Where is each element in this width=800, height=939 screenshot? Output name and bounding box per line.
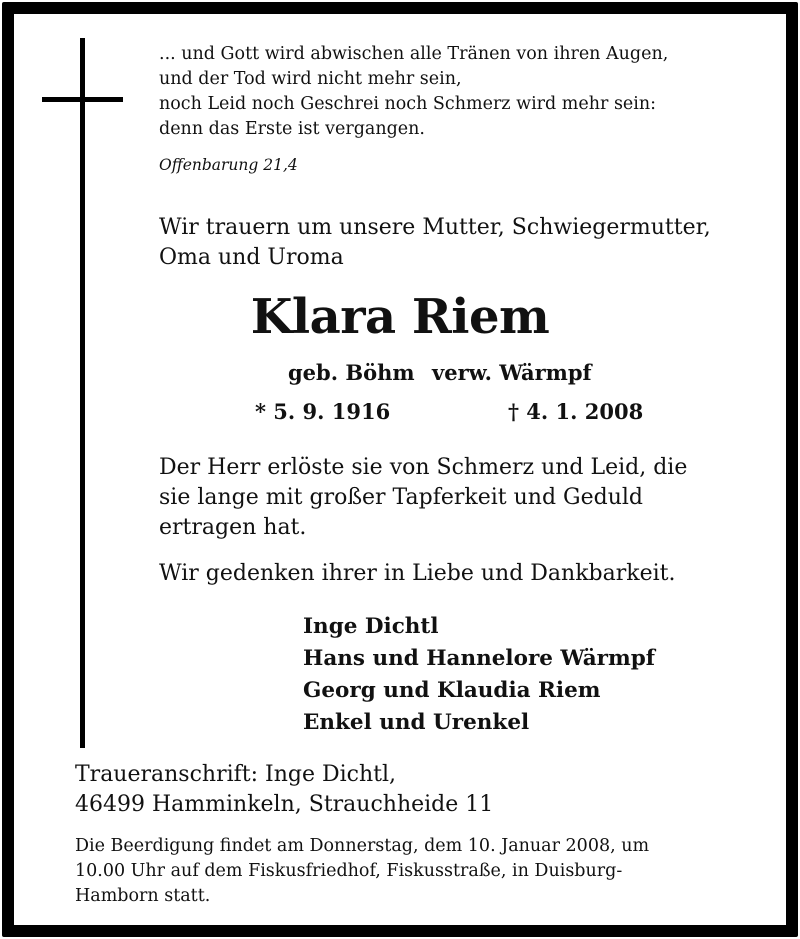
maiden-name: geb. Böhm [288, 360, 415, 385]
bible-verse [159, 42, 668, 142]
intro-line: Oma und Uroma [159, 245, 344, 270]
funeral-notice [75, 834, 713, 909]
birth-date: * 5. 9. 1916 [255, 399, 391, 424]
verse-reference: Offenbarung 21,4 [159, 156, 298, 174]
verse-line: denn das Erste ist vergangen. [159, 119, 425, 139]
widowed-name: verw. Wärmpf [432, 360, 592, 385]
mourning-intro [159, 213, 711, 273]
funeral-line: Die Beerdigung findet am Donnerstag, dem 10. Januar 2008, um [75, 836, 650, 856]
verse-line: und der Tod wird nicht mehr sein, [159, 69, 462, 89]
mourners-list [303, 611, 655, 739]
intro-line: Wir trauern um unsere Mutter, Schwiegermutter, [159, 215, 711, 240]
funeral-line: 10.00 Uhr auf dem Fiskusfriedhof, Fiskusstraße, in Duisburg- [75, 861, 623, 881]
death-date: † 4. 1. 2008 [508, 399, 644, 424]
verse-line: noch Leid noch Geschrei noch Schmerz wird mehr sein: [159, 94, 657, 114]
address-line: Traueranschrift: Inge Dichtl, [75, 762, 397, 787]
funeral-line: Hamborn statt. [75, 886, 211, 906]
text-line: sie lange mit großer Tapferkeit und Geduld [159, 485, 643, 510]
cross-icon [80, 38, 85, 748]
obituary-text [159, 453, 687, 543]
mourner: Georg und Klaudia Riem [303, 678, 601, 703]
mourner: Inge Dichtl [303, 614, 439, 639]
verse-line: ... und Gott wird abwischen alle Tränen von ihren Augen, [159, 44, 669, 64]
cross-icon-bar [42, 97, 123, 102]
memory-line: Wir gedenken ihrer in Liebe und Dankbarkeit. [159, 561, 676, 586]
mourner: Hans und Hannelore Wärmpf [303, 646, 655, 671]
mourning-address [75, 760, 493, 820]
deceased-name: Klara Riem [250, 289, 550, 345]
text-line: Der Herr erlöste sie von Schmerz und Leid, die [159, 455, 688, 480]
mourner: Enkel und Urenkel [303, 710, 530, 735]
text-line: ertragen hat. [159, 515, 307, 540]
address-line: 46499 Hamminkeln, Strauchheide 11 [75, 792, 494, 817]
